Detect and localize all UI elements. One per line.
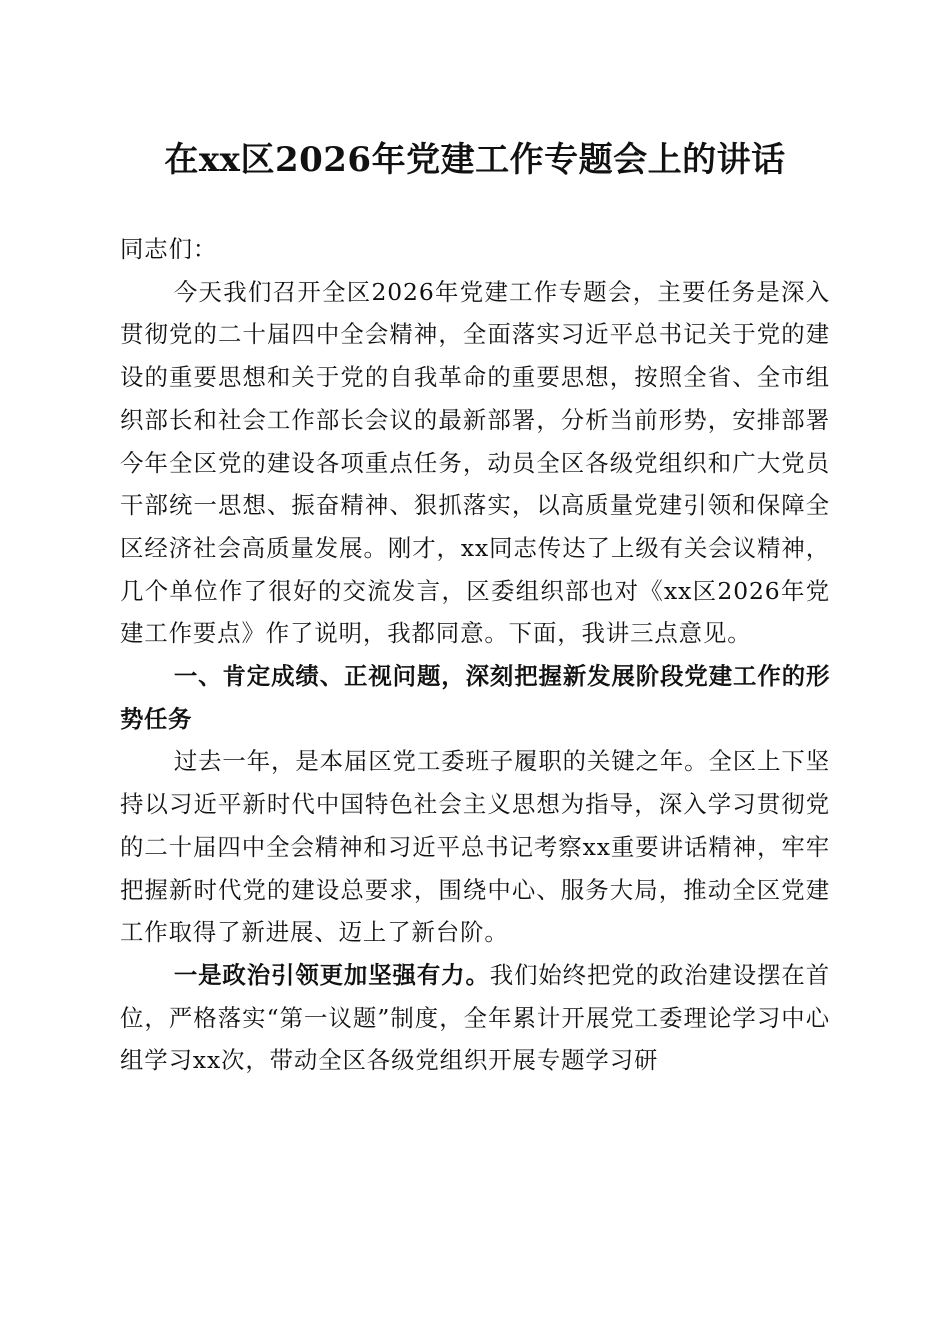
point-1-lead: 一是政治引领更加坚强有力。 <box>173 960 490 989</box>
section-1-intro-paragraph: 过去一年，是本届区党工委班子履职的关键之年。全区上下坚持以习近平新时代中国特色社会主义思想为指导，深入学习贯彻党的二十届四中全会精神和习近平总书记考察xx重要讲话精神，牢牢把握新时代党的建设总要求，围绕中心、服务大局，推动全区党建工作取得了新进展、迈上了新台阶。 <box>120 747 830 947</box>
salutation: 同志们： <box>120 235 218 263</box>
document-body <box>120 228 830 1082</box>
section-heading-1: 一、肯定成绩、正视问题，深刻把握新发展阶段党建工作的形势任务 <box>120 662 830 733</box>
point-1-paragraph <box>120 954 830 1082</box>
document-title: 在xx区2026年党建工作专题会上的讲话 <box>164 140 786 180</box>
opening-paragraph: 今天我们召开全区2026年党建工作专题会，主要任务是深入贯彻党的二十届四中全会精神，全面落实习近平总书记关于党的建设的重要思想和关于党的自我革命的重要思想，按照全省、全市组织部长和社会工作部长会议的最新部署，分析当前形势，安排部署今年全区党的建设各项重点任务，动员全区各级党组织和广大党员干部统一思想、振奋精神、狠抓落实，以高质量党建引领和保障全区经济社会高质量发展。刚才，xx同志传达了上级有关会议精神，几个单位作了很好的交流发言，区委组织部也对《xx区2026年党建工作要点》作了说明，我都同意。下面，我讲三点意见。 <box>120 277 830 648</box>
point-1-text: 我们始终把党的政治建设摆在首位，严格落实“第一议题”制度，全年累计开展党工委理论学习中心组学习xx次，带动全区各级党组织开展专题学习研 <box>120 960 830 1075</box>
